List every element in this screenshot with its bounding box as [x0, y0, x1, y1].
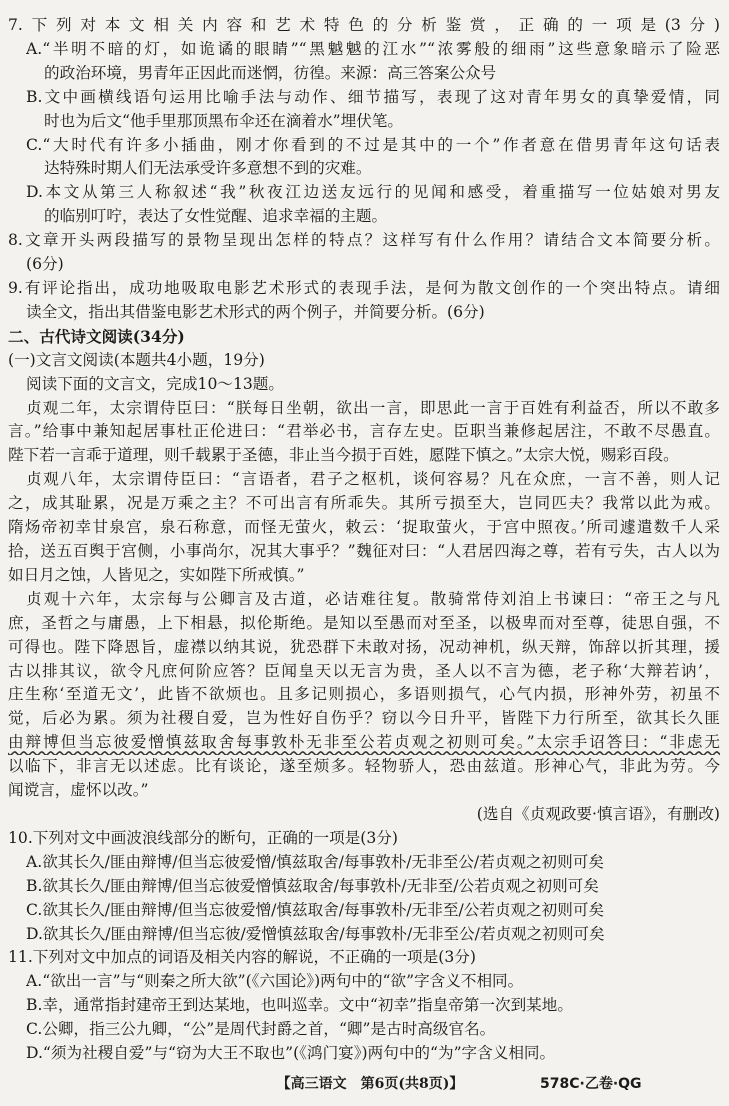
q11-stem: 11.下列对文中加点的词语及相关内容的解说，不正确的一项是(3分) [8, 948, 476, 967]
passage-p2-line4: 拾，送五百舆于宫侧，小事尚尔，况其大事乎？”魏征对曰：“人君居四海之尊，若有亏失，古人以为 [8, 542, 720, 560]
q10-option-c: C.欲其长久/匪由辩博/但当忘彼爱憎/慎兹取舍/每事敦朴/无非至/公若贞观之初则可矣 [26, 900, 605, 919]
q7-option-b-line2: 时也为后文“他手里那顶黑布伞还在滴着水”埋伏笔。 [44, 111, 404, 130]
q10-option-b: B.欲其长久/匪由辩博/但当忘彼爱憎慎兹取舍/每事敦朴/无非至/公若贞观之初则可矣 [26, 876, 599, 895]
q8-line2: (6分) [26, 255, 64, 274]
section-title: 二、古代诗文阅读(34分) [8, 326, 185, 346]
footer-page-info: 【高三语文 第6页(共8页)】 [276, 1076, 464, 1092]
passage-p3-line3: 可得也。陛下降恩旨，虚襟以纳其说，犹恐群下未敢对扬，况动神机，纵天辩，饰辞以折其理，援 [8, 637, 720, 656]
passage-p3-line7-wavy: 由辩博但当忘彼爱憎慎兹取舍每事敦朴无非至公若贞观之初则可矣。”太宗手诏答曰：“非虑无 [8, 733, 720, 752]
q11-option-d: D.“须为社稷自爱”与“窃为大王不取也”(《鸿门宴》)两句中的“为”字含义相同。 [26, 1044, 556, 1063]
q9-line2: 读全文，指出其借鉴电影艺术形式的两个例子，并简要分析。(6分) [26, 302, 485, 321]
passage-p3-line8: 以临下，非言无以述虑。比有谈论，遂至烦多。轻物骄人，恐由兹道。形神心气，非此为劳。今 [8, 757, 720, 776]
q7-stem: 7.下列对本文相关内容和艺术特色的分析鉴赏，正确的一项是(3分) [8, 16, 720, 34]
passage-p1-line1: 贞观二年，太宗谓侍臣曰：“朕每日坐朝，欲出一言，即思此一言于百姓有利益否，所以不敢多 [26, 398, 720, 417]
q7-option-a-line1: A.“半明不暗的灯，如诡谲的眼睛”“黑魆魆的江水”“浓雾般的细雨”这些意象暗示了险恶 [26, 39, 720, 58]
q7-option-d-line2: 的临别叮咛，表达了女性觉醒、追求幸福的主题。 [44, 207, 388, 226]
q7-option-d-line1: D.本文从第三人称叙述“我”秋夜江边送友远行的见闻和感受，着重描写一位姑娘对男友 [26, 183, 720, 202]
passage-p2-line2: 之，成其耻累，况是万乘之主？不可出言有所乖失。其所亏损至大，岂同匹夫？我常以此为戒。 [8, 494, 720, 513]
q7-option-c-line1: C.“大时代有许多小插曲，刚才你看到的不过是其中的一个”作者意在借男青年这句话表 [26, 135, 720, 154]
q10-option-d: D.欲其长久/匪由辩博/但当忘彼/爱憎慎兹取舍/每事敦朴/无非至公/若贞观之初则可矣 [26, 924, 605, 943]
passage-p3-line4: 古以排其议，欲令凡庶何阶应答？臣闻皇天以无言为贵，圣人以不言为德，老子称‘大辩若讷’， [8, 661, 720, 680]
subsection-title: (一)文言文阅读(本题共4小题，19分) [8, 350, 265, 369]
passage-p3-line2: 庶，圣哲之与庸愚，上下相悬，拟伦斯绝。是知以至愚而对至圣，以极卑而对至尊，徒思自强，不 [8, 613, 720, 632]
page-footer [0, 1072, 729, 1096]
passage-intro: 阅读下面的文言文，完成10～13题。 [26, 374, 284, 393]
passage-p3-line6: 觉，后必为累。须为社稷自爱，岂为性好自伤乎？窃以今日升平，皆陛下力行所至，欲其长久匪 [8, 709, 720, 728]
passage-p1-line2: 言。”给事中兼知起居事杜正伦进曰：“君举必书，言存左史。臣职当兼修起居注，不敢不尽愚直。 [8, 422, 720, 441]
q11-option-a: A.“欲出一言”与“则秦之所大欲”(《六国论》)两句中的“欲”字含义不相同。 [26, 972, 524, 991]
passage-source: (选自《贞观政要·慎言语》，有删改) [476, 805, 720, 823]
q7-option-c-line2: 达特殊时期人们无法承受许多意想不到的灾难。 [44, 159, 372, 178]
q7-option-b-line1: B.文中画横线语句运用比喻手法与动作、细节描写，表现了这对青年男女的真挚爱情，同 [26, 87, 720, 106]
passage-p1-line3: 陛下若一言乖于道理，则千载累于圣德，非止当今损于百姓，愿陛下慎之。”太宗大悦，赐彩百段。 [8, 446, 679, 465]
q11-option-c: C.公卿，指三公九卿，“公”是周代封爵之首，“卿”是古时高级官名。 [26, 1020, 496, 1039]
passage-p2-line3: 隋炀帝初幸甘泉宫，泉石称意，而怪无萤火，敕云：‘捉取萤火，于宫中照夜。’所司遽遣数千人采 [8, 518, 720, 537]
q9-line1: 9.有评论指出，成功地吸取电影艺术形式的表现手法，是何为散文创作的一个突出特点。请细 [8, 279, 720, 297]
footer-exam-code: 578C·乙卷·QG [540, 1076, 642, 1092]
passage-p3-line9: 闻谠言，虚怀以改。” [8, 781, 149, 800]
passage-p2-line5: 如日月之蚀，人皆见之，实如陛下所戒慎。” [8, 565, 305, 584]
passage-p3-line5: 庄生称‘至道无文’，此皆不欲烦也。且多记则损心，多语则损气，心气内损，形神外劳，初虽不 [8, 685, 720, 704]
q10-stem: 10.下列对文中画波浪线部分的断句，正确的一项是(3分) [8, 828, 398, 847]
passage-p3-line1: 贞观十六年，太宗每与公卿言及古道，必诘难往复。散骑常侍刘洎上书谏曰：“帝王之与凡 [26, 589, 720, 608]
passage-p2-line1: 贞观八年，太宗谓侍臣曰：“言语者，君子之枢机，谈何容易？凡在众庶，一言不善，则人记 [26, 470, 720, 489]
q7-option-a-line2: 的政治环境，男青年正因此而迷惘，彷徨。来源：高三答案公众号 [44, 63, 497, 82]
q8-line1: 8.文章开头两段描写的景物呈现出怎样的特点？这样写有什么作用？请结合文本简要分析。 [8, 231, 720, 250]
q10-option-a: A.欲其长久/匪由辩博/但当忘彼爱憎/慎兹取舍/每事敦朴/无非至公/若贞观之初则可矣 [26, 852, 604, 871]
q11-option-b: B.幸，通常指封建帝王到达某地，也叫巡幸。文中“初幸”指皇帝第一次到某地。 [26, 996, 573, 1015]
